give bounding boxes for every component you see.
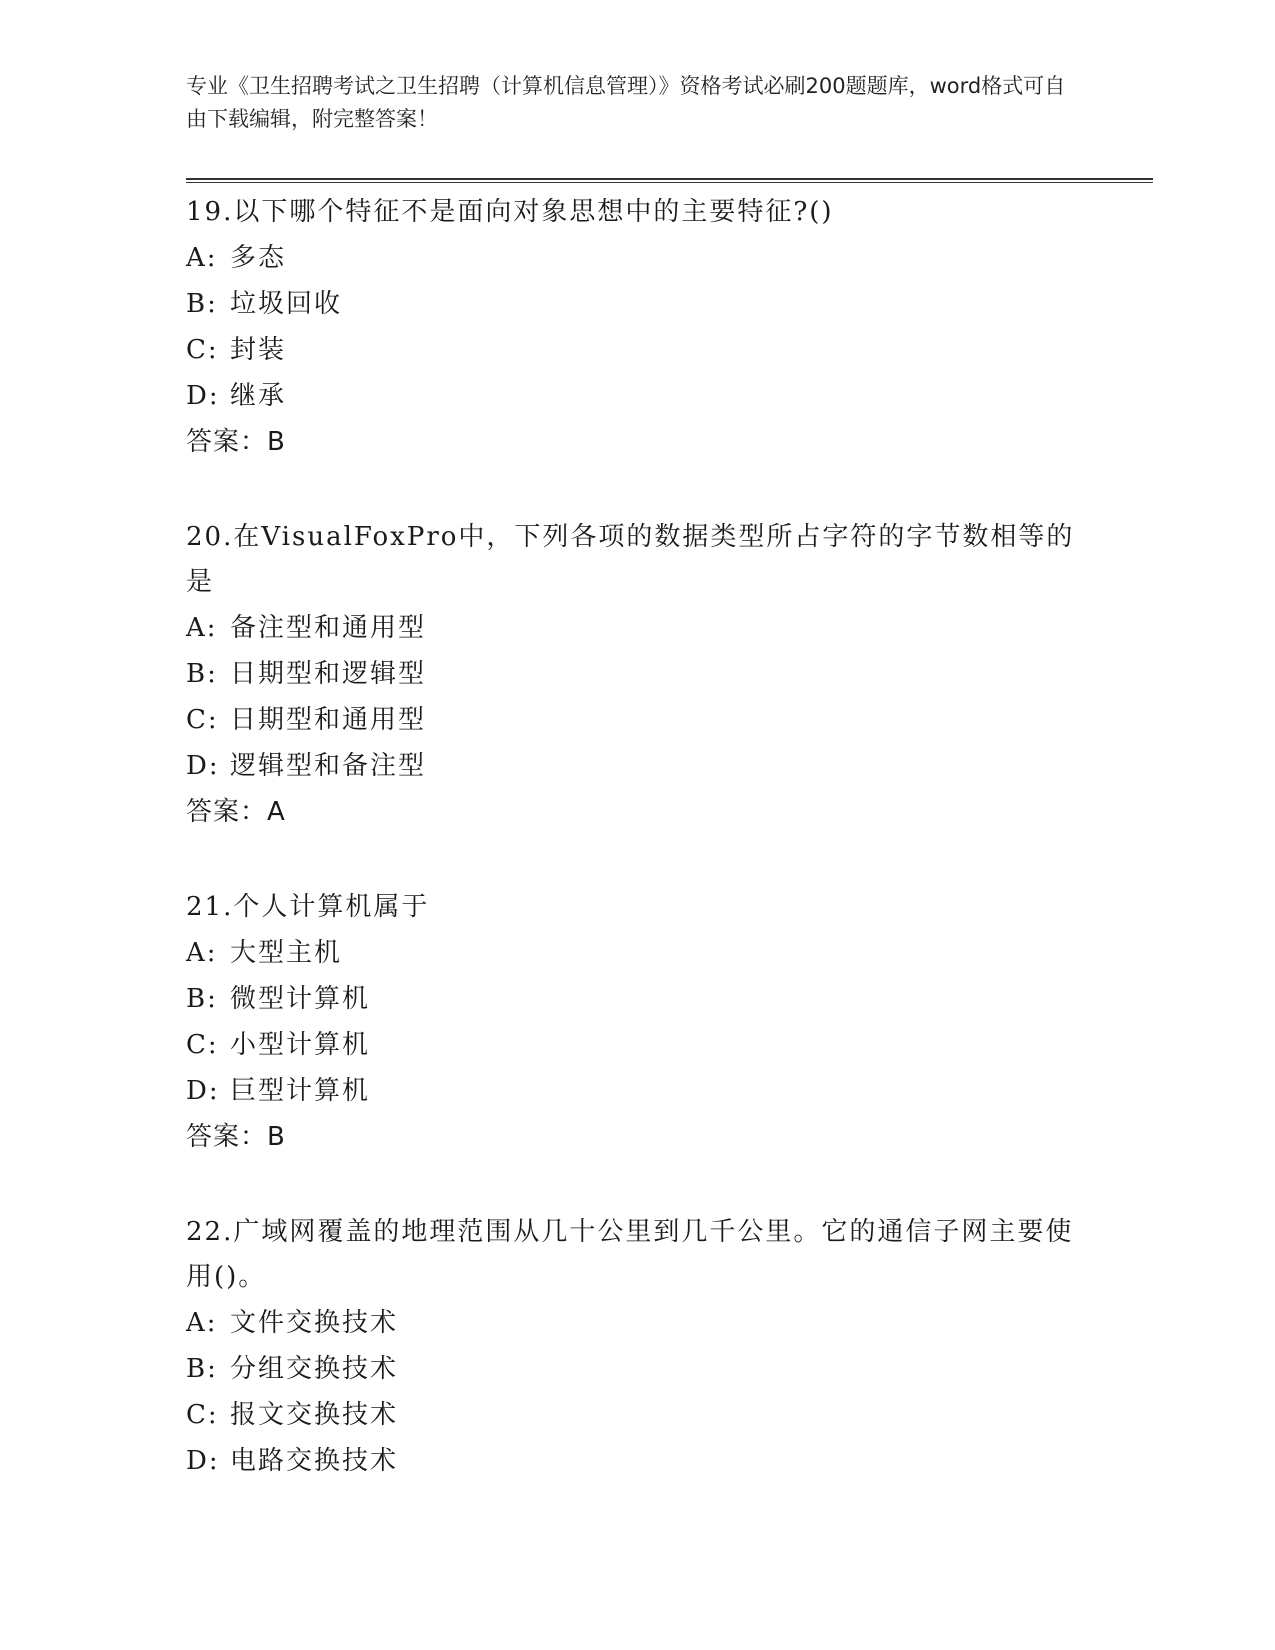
option-text: 日期型和逻辑型 [230,659,427,689]
option-letter: C: [186,1400,219,1430]
header-divider [186,178,1153,183]
option-text: 巨型计算机 [230,1076,371,1106]
option-text: 逻辑型和备注型 [230,751,427,781]
option-letter: A: [186,1308,218,1338]
option-text: 文件交换技术 [230,1308,399,1338]
question-stem: 20.在VisualFoxPro中，下列各项的数据类型所占字符的字节数相等的是 [186,522,1075,597]
question-22 [186,1210,1086,1484]
option-b [186,1346,1086,1392]
option-d [186,743,1086,789]
option-letter: B: [186,289,218,319]
option-letter: A: [186,613,218,643]
option-text: 电路交换技术 [230,1446,399,1476]
option-text: 日期型和通用型 [230,705,427,735]
option-c [186,327,1086,373]
option-text: 垃圾回收 [230,289,343,319]
option-d [186,1438,1086,1484]
question-20 [186,515,1086,835]
option-a [186,605,1086,651]
question-stem: 21.个人计算机属于 [186,892,430,922]
option-text: 报文交换技术 [230,1400,399,1430]
question-stem: 19.以下哪个特征不是面向对象思想中的主要特征?() [186,197,834,227]
option-text: 封装 [230,335,287,365]
document-title: 专业《卫生招聘考试之卫生招聘（计算机信息管理）》资格考试必刷200题题库，word格式可自由下载编辑，附完整答案！ [186,74,1066,131]
option-b [186,651,1086,697]
option-letter: D: [186,1446,220,1476]
option-letter: C: [186,1030,219,1060]
option-text: 多态 [230,243,287,273]
option-b [186,976,1086,1022]
option-d [186,373,1086,419]
option-letter: B: [186,984,218,1014]
option-c [186,1392,1086,1438]
option-c [186,1022,1086,1068]
option-text: 小型计算机 [230,1030,371,1060]
option-text: 微型计算机 [230,984,371,1014]
question-21 [186,885,1086,1160]
question-stem: 22.广域网覆盖的地理范围从几十公里到几千公里。它的通信子网主要使用()。 [186,1217,1074,1292]
option-b [186,281,1086,327]
option-text: 大型主机 [230,938,343,968]
option-letter: B: [186,659,218,689]
question-19 [186,190,1086,465]
option-a [186,1300,1086,1346]
option-a [186,930,1086,976]
option-c [186,697,1086,743]
option-a [186,235,1086,281]
option-text: 分组交换技术 [230,1354,399,1384]
question-list [186,190,1086,1534]
option-text: 备注型和通用型 [230,613,427,643]
document-header [186,70,1086,136]
option-letter: D: [186,1076,220,1106]
option-text: 继承 [230,381,287,411]
answer-label: 答案：A [186,797,286,827]
option-letter: C: [186,705,219,735]
option-letter: A: [186,938,218,968]
option-letter: C: [186,335,219,365]
option-letter: B: [186,1354,218,1384]
option-d [186,1068,1086,1114]
option-letter: A: [186,243,218,273]
option-letter: D: [186,751,220,781]
option-letter: D: [186,381,220,411]
answer-label: 答案：B [186,1122,286,1152]
answer-label: 答案：B [186,427,286,457]
